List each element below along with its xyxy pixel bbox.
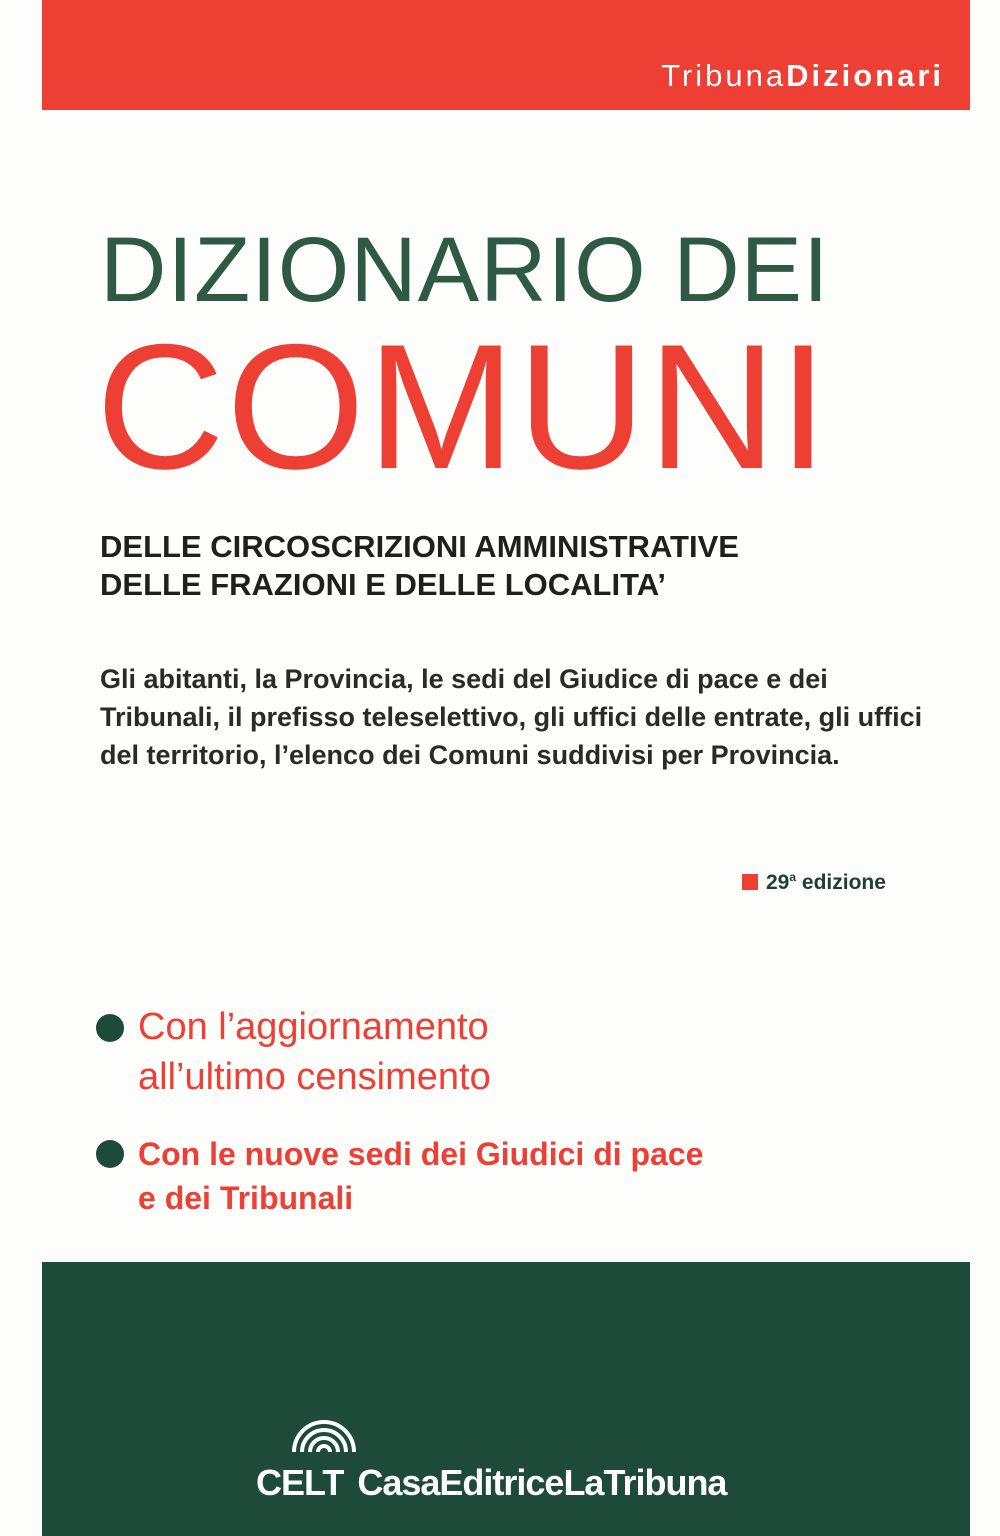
bullet-dot-icon [96,1140,124,1168]
series-name [661,58,944,94]
bullet-sedi [96,1132,896,1220]
edition-label [742,870,886,895]
edition-ordinal: a [789,870,797,884]
description: Gli abitanti, la Provincia, le sedi del Giudice di pace e dei Tribunali, il prefisso teleselettivo, gli uffici delle entrate, gli uffici del territorio, l’elenco dei Comuni suddivisi per Provincia. [100,664,923,770]
bullet-censimento [96,1002,896,1102]
edition-square-icon [742,874,758,890]
publisher-full-name: CasaEditriceLaTribuna [357,1462,727,1503]
publisher-name [256,1462,726,1504]
title-line-1: DIZIONARIO DEI [100,219,830,321]
bullet-dot-icon [96,1014,124,1042]
bullet-1-line-1: Con l’aggiornamento [138,1006,489,1048]
bullet-2-line-1: Con le nuove sedi dei Giudici di pace [138,1136,704,1172]
edition-number: 29 [766,871,790,894]
subtitle [100,528,960,604]
bullet-1-line-2: all’ultimo censimento [138,1056,491,1098]
bullet-2-line-2: e dei Tribunali [138,1180,354,1216]
edition-word: edizione [801,871,886,894]
subtitle-line-1: DELLE CIRCOSCRIZIONI AMMINISTRATIVE [100,529,739,564]
publisher-arch-logo-icon [288,1408,360,1454]
subtitle-line-2: DELLE FRAZIONI E DELLE LOCALITA’ [100,567,667,602]
publisher-brand: CELT [256,1462,344,1503]
series-suffix: Dizionari [786,58,944,93]
title-line-2: COMUNI [96,307,830,506]
series-prefix: Tribuna [661,58,787,93]
